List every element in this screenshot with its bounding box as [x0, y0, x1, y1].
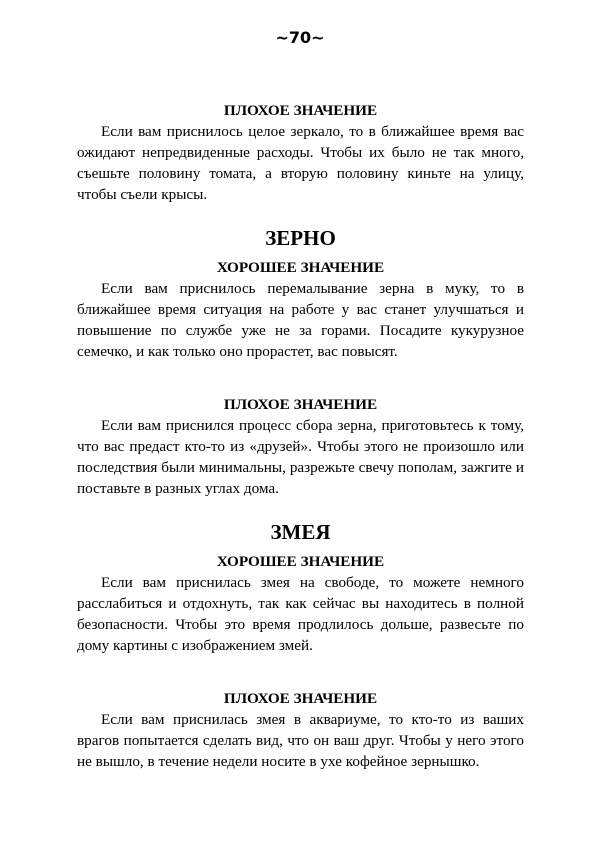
- grain-section: [77, 225, 524, 499]
- grain-bad-heading: ПЛОХОЕ ЗНАЧЕНИЕ: [223, 396, 378, 413]
- mirror-bad-heading: ПЛОХОЕ ЗНАЧЕНИЕ: [223, 102, 378, 119]
- page-number: ~70~: [275, 28, 325, 47]
- grain-good-heading: ХОРОШЕЕ ЗНАЧЕНИЕ: [216, 259, 385, 276]
- page-content: [77, 100, 524, 772]
- mirror-bad-section: [77, 100, 524, 205]
- grain-title: ЗЕРНО: [265, 226, 336, 250]
- snake-bad-text: Если вам приснилась змея в аквариуме, то кто-то из ваших врагов попытается сделать вид, что он ваш друг. Чтобы у него этого не вышло, в течение недели носите в ухе кофейное зернышко.: [77, 711, 524, 770]
- grain-bad-text: Если вам приснился процесс сбора зерна, приготовьтесь к тому, что вас предаст кто-то из «друзей». Чтобы этого не произошло или последствия были минимальны, разрежьте свечу пополам, зажгите и поставьте в разных углах дома.: [77, 417, 524, 497]
- mirror-bad-text: Если вам приснилось целое зеркало, то в ближайшее время вас ожидают непредвиденные расходы. Чтобы их было не так много, съешьте половину томата, а вторую половину киньте на улицу, чтобы съели крысы.: [77, 123, 524, 203]
- snake-good-heading: ХОРОШЕЕ ЗНАЧЕНИЕ: [216, 553, 385, 570]
- snake-good-text: Если вам приснилась змея на свободе, то можете немного расслабиться и отдохнуть, так как сейчас вы находитесь в полной безопасности. Чтобы это время продлилось дольше, развесьте по дому картины с изображением змей.: [77, 574, 524, 654]
- grain-good-text: Если вам приснилось перемалывание зерна в муку, то в ближайшее время ситуация на работе у вас станет улучшаться и повышение по службе уже не за горами. Посадите кукурузное семечко, и как только оно прорастет, вас повысят.: [77, 280, 524, 360]
- snake-bad-heading: ПЛОХОЕ ЗНАЧЕНИЕ: [223, 690, 378, 707]
- snake-section: [77, 519, 524, 772]
- snake-title: ЗМЕЯ: [270, 520, 331, 544]
